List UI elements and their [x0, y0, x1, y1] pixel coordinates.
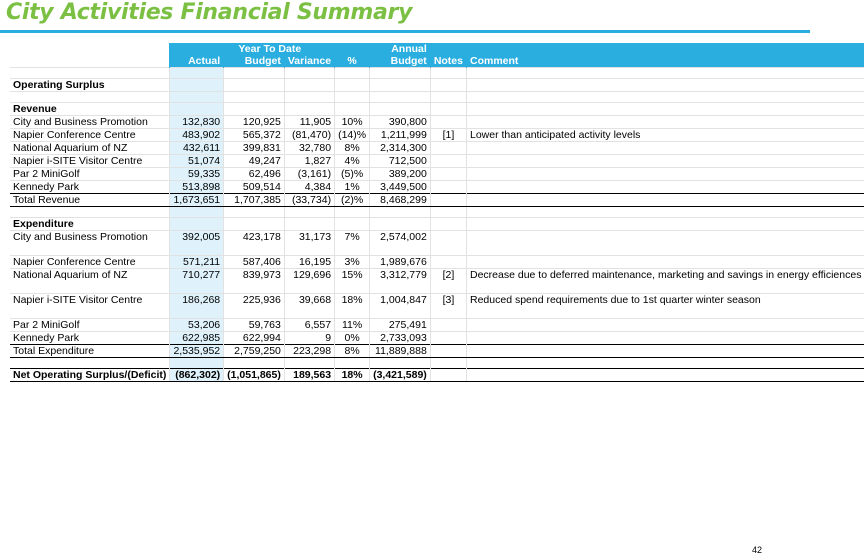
comment-cell: [467, 155, 864, 168]
note-cell: [430, 116, 466, 129]
pct-cell: 8%: [335, 345, 370, 358]
pct-cell: 18%: [335, 294, 370, 319]
section-label: Revenue: [10, 103, 170, 116]
annual-budget-cell: 1,211,999: [370, 129, 431, 142]
row-label: Total Revenue: [10, 194, 170, 207]
actual-header: Actual: [170, 55, 224, 68]
budget-cell: 839,973: [224, 269, 285, 294]
spacer-row: [10, 207, 864, 218]
annual-budget-cell: 275,491: [370, 319, 431, 332]
actual-cell: 186,268: [170, 294, 224, 319]
revenue-row: [10, 116, 864, 129]
variance-cell: 39,668: [284, 294, 334, 319]
header-row-1: [10, 43, 864, 55]
variance-cell: 223,298: [284, 345, 334, 358]
annual-budget-cell: 2,314,300: [370, 142, 431, 155]
actual-cell: 432,611: [170, 142, 224, 155]
revenue-row: [10, 155, 864, 168]
annual-budget-header: Budget: [370, 55, 431, 68]
actual-cell: 59,335: [170, 168, 224, 181]
row-label: City and Business Promotion: [10, 231, 170, 256]
section-label: Expenditure: [10, 218, 170, 231]
row-label: National Aquarium of NZ: [10, 269, 170, 294]
budget-cell: 2,759,250: [224, 345, 285, 358]
budget-cell: (1,051,865): [224, 369, 285, 382]
pct-cell: 11%: [335, 319, 370, 332]
variance-cell: 32,780: [284, 142, 334, 155]
actual-cell: 622,985: [170, 332, 224, 345]
annual-budget-cell: 712,500: [370, 155, 431, 168]
variance-cell: 6,557: [284, 319, 334, 332]
note-cell: [430, 231, 466, 256]
row-label: City and Business Promotion: [10, 116, 170, 129]
note-cell: [430, 319, 466, 332]
variance-cell: 1,827: [284, 155, 334, 168]
note-cell: [430, 168, 466, 181]
comment-cell: Reduced spend requirements due to 1st quarter winter season: [467, 294, 864, 319]
note-cell: [1]: [430, 129, 466, 142]
actual-cell: 53,206: [170, 319, 224, 332]
variance-cell: (3,161): [284, 168, 334, 181]
budget-cell: 509,514: [224, 181, 285, 194]
actual-cell: 710,277: [170, 269, 224, 294]
net-operating-row: [10, 369, 864, 382]
annual-budget-cell: 390,800: [370, 116, 431, 129]
budget-cell: 120,925: [224, 116, 285, 129]
total-expenditure-row: [10, 345, 864, 358]
budget-cell: 225,936: [224, 294, 285, 319]
row-label: Par 2 MiniGolf: [10, 319, 170, 332]
annual-budget-cell: 389,200: [370, 168, 431, 181]
comment-cell: [467, 369, 864, 382]
budget-cell: 565,372: [224, 129, 285, 142]
comment-cell: [467, 256, 864, 269]
comment-cell: [467, 142, 864, 155]
annual-budget-cell: 2,574,002: [370, 231, 431, 256]
comment-cell: Lower than anticipated activity levels: [467, 129, 864, 142]
note-cell: [430, 155, 466, 168]
pct-cell: 10%: [335, 116, 370, 129]
variance-cell: 16,195: [284, 256, 334, 269]
revenue-row: [10, 181, 864, 194]
spacer-row: [10, 92, 864, 103]
annual-header-top: Annual: [370, 43, 431, 55]
comment-cell: [467, 319, 864, 332]
variance-cell: (81,470): [284, 129, 334, 142]
note-cell: [430, 142, 466, 155]
pct-cell: 7%: [335, 231, 370, 256]
note-cell: [430, 194, 466, 207]
pct-cell: 0%: [335, 332, 370, 345]
pct-cell: (14)%: [335, 129, 370, 142]
annual-budget-cell: 2,733,093: [370, 332, 431, 345]
expenditure-row: [10, 332, 864, 345]
actual-cell: 483,902: [170, 129, 224, 142]
comment-cell: [467, 231, 864, 256]
note-cell: [430, 181, 466, 194]
variance-cell: 9: [284, 332, 334, 345]
revenue-section-row: [10, 103, 864, 116]
budget-cell: 423,178: [224, 231, 285, 256]
comment-cell: [467, 168, 864, 181]
expenditure-row: [10, 294, 864, 319]
page-number: 42: [752, 545, 763, 555]
budget-cell: 622,994: [224, 332, 285, 345]
budget-cell: 587,406: [224, 256, 285, 269]
budget-cell: 49,247: [224, 155, 285, 168]
actual-cell: (862,302): [170, 369, 224, 382]
pct-cell: (5)%: [335, 168, 370, 181]
row-label: Par 2 MiniGolf: [10, 168, 170, 181]
annual-budget-cell: 8,468,299: [370, 194, 431, 207]
operating-surplus-row: [10, 79, 864, 92]
variance-cell: 129,696: [284, 269, 334, 294]
pct-cell: 3%: [335, 256, 370, 269]
variance-header: Variance: [284, 55, 334, 68]
pct-cell: 8%: [335, 142, 370, 155]
comment-header: Comment: [467, 55, 864, 68]
comment-cell: [467, 181, 864, 194]
expenditure-row: [10, 319, 864, 332]
actual-cell: 51,074: [170, 155, 224, 168]
page-title: City Activities Financial Summary: [6, 0, 413, 25]
row-label: Total Expenditure: [10, 345, 170, 358]
note-cell: [3]: [430, 294, 466, 319]
comment-cell: [467, 345, 864, 358]
expenditure-row: [10, 269, 864, 294]
actual-cell: 2,535,952: [170, 345, 224, 358]
spacer-row: [10, 358, 864, 369]
row-label: Kennedy Park: [10, 332, 170, 345]
annual-budget-cell: 3,449,500: [370, 181, 431, 194]
budget-cell: 399,831: [224, 142, 285, 155]
actual-cell: 392,005: [170, 231, 224, 256]
comment-cell: Decrease due to deferred maintenance, marketing and savings in energy efficiences: [467, 269, 864, 294]
expenditure-section-row: [10, 218, 864, 231]
budget-cell: 62,496: [224, 168, 285, 181]
revenue-row: [10, 129, 864, 142]
revenue-row: [10, 168, 864, 181]
row-label: Napier i-SITE Visitor Centre: [10, 294, 170, 319]
row-label: Napier i-SITE Visitor Centre: [10, 155, 170, 168]
financial-summary-table: [10, 43, 864, 382]
actual-cell: 513,898: [170, 181, 224, 194]
note-cell: [430, 332, 466, 345]
row-label: Napier Conference Centre: [10, 256, 170, 269]
note-cell: [2]: [430, 269, 466, 294]
comment-cell: [467, 332, 864, 345]
pct-cell: 4%: [335, 155, 370, 168]
annual-budget-cell: 1,989,676: [370, 256, 431, 269]
row-label: National Aquarium of NZ: [10, 142, 170, 155]
annual-budget-cell: 3,312,779: [370, 269, 431, 294]
variance-cell: 4,384: [284, 181, 334, 194]
spacer-row: [10, 68, 864, 79]
budget-cell: 1,707,385: [224, 194, 285, 207]
budget-header: Budget: [224, 55, 285, 68]
total-revenue-row: [10, 194, 864, 207]
title-rule: [0, 30, 810, 33]
note-cell: [430, 256, 466, 269]
revenue-row: [10, 142, 864, 155]
row-label: Kennedy Park: [10, 181, 170, 194]
pct-cell: 18%: [335, 369, 370, 382]
expenditure-row: [10, 256, 864, 269]
row-label: Net Operating Surplus/(Deficit): [10, 369, 170, 382]
notes-header: Notes: [430, 55, 466, 68]
annual-budget-cell: 11,889,888: [370, 345, 431, 358]
variance-cell: 189,563: [284, 369, 334, 382]
actual-cell: 571,211: [170, 256, 224, 269]
comment-cell: [467, 194, 864, 207]
section-label: Operating Surplus: [10, 79, 170, 92]
row-label: Napier Conference Centre: [10, 129, 170, 142]
variance-cell: 31,173: [284, 231, 334, 256]
comment-cell: [467, 116, 864, 129]
annual-budget-cell: (3,421,589): [370, 369, 431, 382]
year-to-date-header: Year To Date: [170, 43, 370, 55]
pct-header: %: [335, 55, 370, 68]
variance-cell: 11,905: [284, 116, 334, 129]
note-cell: [430, 345, 466, 358]
actual-cell: 1,673,651: [170, 194, 224, 207]
pct-cell: 15%: [335, 269, 370, 294]
note-cell: [430, 369, 466, 382]
budget-cell: 59,763: [224, 319, 285, 332]
header-row-2: [10, 55, 864, 68]
pct-cell: (2)%: [335, 194, 370, 207]
annual-budget-cell: 1,004,847: [370, 294, 431, 319]
actual-cell: 132,830: [170, 116, 224, 129]
expenditure-row: [10, 231, 864, 256]
variance-cell: (33,734): [284, 194, 334, 207]
pct-cell: 1%: [335, 181, 370, 194]
